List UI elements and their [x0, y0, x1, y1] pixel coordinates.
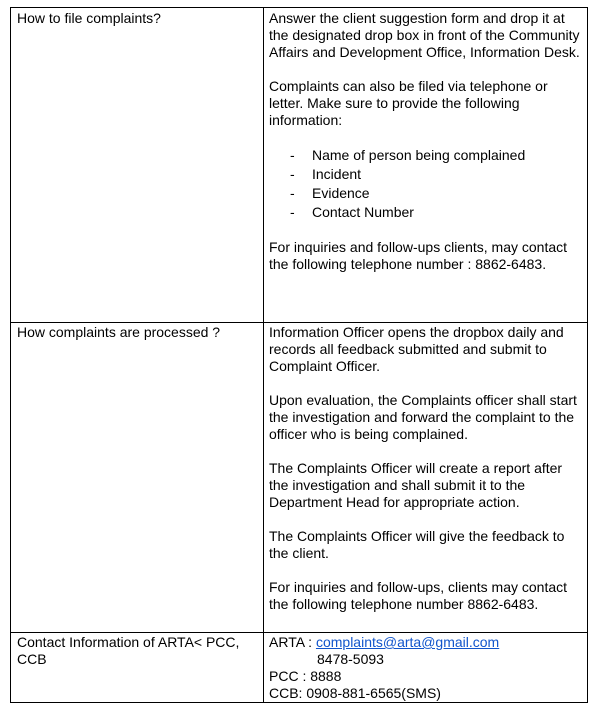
table-row-contact-info	[11, 632, 587, 702]
ccb-contact: CCB: 0908-881-6565(SMS)	[269, 685, 441, 701]
table-row-file-complaints	[11, 8, 587, 323]
answer-cell	[269, 10, 581, 273]
question-cell	[17, 324, 257, 341]
complaints-table	[10, 7, 588, 703]
answer-paragraph: The Complaints Officer will create a report after the investigation and shall submit it to the Department Head for appropriate action.	[269, 460, 563, 510]
answer-paragraph: Answer the client suggestion form and drop it at the designated drop box in front of the Community Affairs and Development Office, Information Desk.	[269, 10, 580, 60]
answer-paragraph: The Complaints Officer will give the feedback to the client.	[269, 528, 565, 561]
pcc-contact: PCC : 8888	[269, 668, 342, 684]
answer-cell	[269, 634, 581, 702]
column-divider	[263, 8, 264, 322]
required-info-list	[269, 146, 581, 222]
dash-bullet: -	[290, 147, 295, 163]
table-row-process-complaints	[11, 322, 587, 633]
arta-phone: 8478-5093	[317, 651, 384, 667]
answer-paragraph: Complaints can also be filed via telephone or letter. Make sure to provide the following information:	[269, 78, 548, 128]
answer-paragraph: Upon evaluation, the Complaints officer shall start the investigation and forward the complaint to the officer who is being complained.	[269, 392, 577, 442]
dash-bullet: -	[290, 166, 295, 182]
dash-bullet: -	[290, 204, 295, 220]
list-item: - Name of person being complained	[290, 147, 526, 163]
column-divider	[263, 632, 264, 702]
answer-paragraph: For inquiries and follow-ups, clients may contact the following telephone number 8862-6483.	[269, 579, 568, 612]
column-divider	[263, 322, 264, 632]
arta-email-link[interactable]: complaints@arta@gmail.com	[315, 634, 500, 650]
answer-paragraph: For inquiries and follow-ups clients, may contact the following telephone number : 8862-6483.	[269, 239, 568, 272]
dash-bullet: -	[290, 185, 295, 201]
list-item: - Evidence	[290, 185, 370, 201]
answer-paragraph: Information Officer opens the dropbox daily and records all feedback submitted and submit to Complaint Officer.	[269, 324, 564, 374]
question-text: How to file complaints?	[17, 10, 161, 26]
question-text: Contact Information of ARTA< PCC, CCB	[17, 634, 240, 667]
answer-cell	[269, 324, 581, 613]
list-item: - Incident	[290, 166, 362, 182]
arta-label: ARTA :	[269, 634, 316, 650]
arta-contact-line	[269, 634, 581, 651]
question-text: How complaints are processed ?	[17, 324, 221, 340]
question-cell	[17, 634, 257, 668]
question-cell	[17, 10, 257, 27]
list-item: - Contact Number	[290, 204, 414, 220]
